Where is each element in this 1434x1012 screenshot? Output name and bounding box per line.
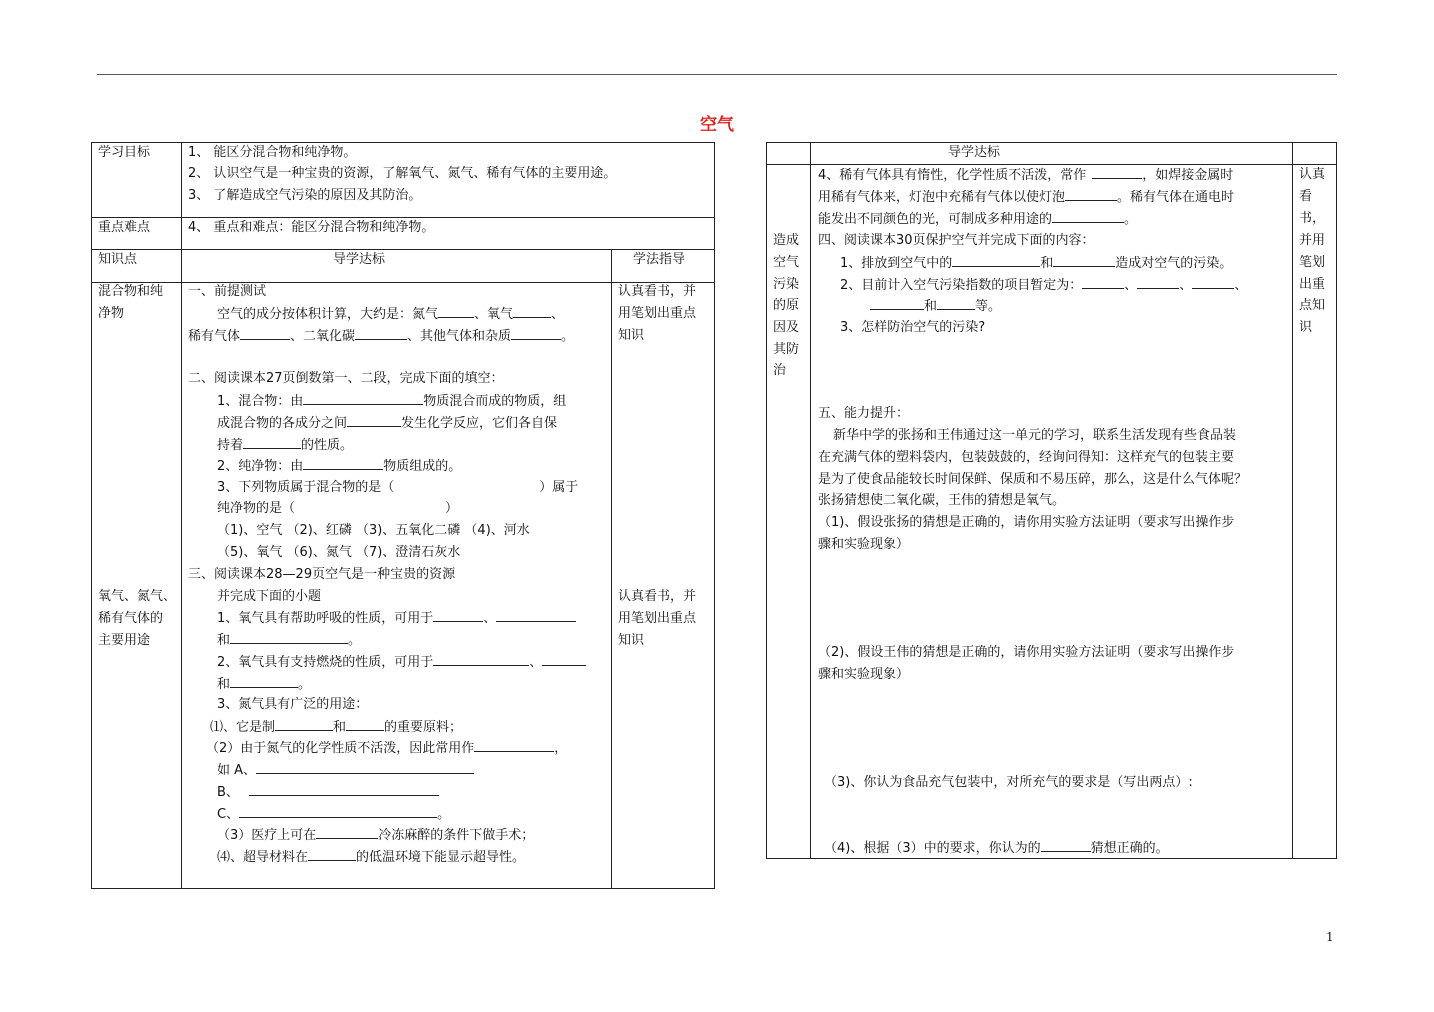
right-method-7: 点知 <box>1299 298 1326 313</box>
s3-nitrogen-2: （2）由于氮气的化学性质不活泼，因此常用作 ， <box>206 737 567 760</box>
right-kp-1: 造成 <box>773 233 800 248</box>
kp2-line1: 氧气、氮气、 <box>98 589 177 604</box>
method2-line2: 用笔划出重点 <box>618 611 697 626</box>
right-method-8: 识 <box>1299 320 1313 335</box>
r5-para-1: 新华中学的张扬和王伟通过这一单元的学习，联系生活发现有些食品装 <box>833 428 1237 443</box>
kp1-line1: 混合物和纯 <box>98 284 164 299</box>
s3-oxygen-breath-2: 和 。 <box>217 629 361 652</box>
r5-q1-line2: 骤和实验现象） <box>818 537 910 552</box>
r1-line1: 4、稀有气体具有惰性，化学性质不活泼，常作 ，如焊接金属时 <box>818 164 1233 187</box>
r5-para-3: 是为了使食品能较长时间保鲜、保质和不易压碎，那么，这是什么气体呢？ <box>818 472 1248 487</box>
s2-mixture-line3: 持着 的性质。 <box>217 434 353 457</box>
r5-q3: （3)、你认为食品充气包装中，对所充气的要求是（写出两点）: <box>824 775 1193 790</box>
goal-1: 1、 能区分混合物和纯净物。 <box>188 145 357 160</box>
s2-q3-line2: 纯净物的是（ ） <box>217 501 459 516</box>
r4-line2: 2、目前计入空气污染指数的项目暂定为： 、 、 、 <box>840 274 1247 297</box>
goal-3: 3、 了解造成空气污染的原因及其防治。 <box>188 188 422 203</box>
method1-line2: 用笔划出重点 <box>618 306 697 321</box>
s1-line2: 稀有气体 、二氧化碳 、其他气体和杂质 。 <box>188 325 574 348</box>
section-4-title: 四、阅读课本30页保护空气并完成下面的内容： <box>818 233 1095 248</box>
right-kp-6: 其防 <box>773 342 800 357</box>
s3-nitrogen-2a: 如 A、 <box>217 759 474 782</box>
r5-q4: （4)、根据（3）中的要求，你认为的 猜想正确的。 <box>824 837 1169 860</box>
right-kp-4: 的原 <box>773 298 800 313</box>
right-kp-5: 因及 <box>773 320 800 335</box>
header-knowledge: 知识点 <box>98 252 138 267</box>
header-guide: 导学达标 <box>333 252 386 267</box>
s3-nitrogen-title: 3、氮气具有广泛的用途： <box>217 697 369 712</box>
method1-line3: 知识 <box>618 328 645 343</box>
method2-line3: 知识 <box>618 633 645 648</box>
right-method-2: 看 <box>1299 189 1313 204</box>
section-2-title: 二、阅读课本27页倒数第一、二段，完成下面的填空： <box>188 371 504 386</box>
goals-label: 学习目标 <box>98 145 151 160</box>
r5-para-2: 在充满气体的塑料袋内，包装鼓鼓的，经询问得知：这样充气的包装主要 <box>818 450 1235 465</box>
s2-options-1: （1)、空气 （2)、红磷 （3)、五氧化二磷 （4)、河水 <box>217 523 530 538</box>
page-title: 空气 <box>700 115 734 135</box>
right-kp-3: 污染 <box>773 277 800 292</box>
r4-line3: 和 等。 <box>870 295 1001 318</box>
right-method-3: 书， <box>1299 211 1326 226</box>
s2-q3-line1: 3、下列物质属于混合物的是（ ）属于 <box>217 480 579 495</box>
header-method: 学法指导 <box>633 252 686 267</box>
s3-nitrogen-4: ⑷、超导材料在 的低温环境下能显示超导性。 <box>217 846 525 869</box>
s2-mixture-line2: 成混合物的各成分之间 发生化学反应，它们各自保 <box>217 412 557 435</box>
r4-line1: 1、排放到空气中的 和 造成对空气的污染。 <box>840 252 1232 275</box>
right-method-5: 笔划 <box>1299 255 1326 270</box>
right-method-6: 出重 <box>1299 277 1326 292</box>
s1-line1: 空气的成分按体积计算，大约是：氮气 、氧气 、 <box>217 303 564 326</box>
r5-q2-line1: （2)、假设王伟的猜想是正确的，请你用实验方法证明（要求写出操作步 <box>818 645 1235 660</box>
s3-oxygen-breath-1: 1、氧气具有帮助呼吸的性质，可用于 、 <box>217 607 576 630</box>
key-points-label: 重点难点 <box>98 220 151 235</box>
r5-para-4: 张扬猜想使二氧化碳，王伟的猜想是氧气。 <box>818 493 1066 508</box>
right-header-guide: 导学达标 <box>948 145 1001 160</box>
s3-oxygen-burn-1: 2、氧气具有支持燃烧的性质，可用于 、 <box>217 651 586 674</box>
section-5-title: 五、能力提升： <box>818 406 910 421</box>
method2-line1: 认真看书，并 <box>618 589 697 604</box>
right-method-4: 并用 <box>1299 233 1326 248</box>
r5-q1-line1: （1)、假设张扬的猜想是正确的，请你用实验方法证明（要求写出操作步 <box>818 515 1235 530</box>
s3-nitrogen-2b: B、 <box>217 781 439 804</box>
section-1-title: 一、前提测试 <box>188 284 267 299</box>
s2-pure-line: 2、纯净物：由 物质组成的。 <box>217 455 461 478</box>
header-rule <box>97 74 1337 75</box>
key-points-text: 4、 重点和难点：能区分混合物和纯净物。 <box>188 220 435 235</box>
s3-nitrogen-1: ⑴、它是制 和 的重要原料； <box>210 716 462 739</box>
s3-subtitle: 并完成下面的小题 <box>217 589 322 604</box>
kp1-line2: 净物 <box>98 306 125 321</box>
right-kp-2: 空气 <box>773 255 800 270</box>
goal-2: 2、 认识空气是一种宝贵的资源，了解氧气、氮气、稀有气体的主要用途。 <box>188 166 617 181</box>
kp2-line3: 主要用途 <box>98 633 151 648</box>
section-3-title: 三、阅读课本28—29页空气是一种宝贵的资源 <box>188 567 456 582</box>
s3-nitrogen-3: （3）医疗上可在 冷冻麻醉的条件下做手术； <box>217 824 534 847</box>
r1-line2: 用稀有气体来，灯泡中充稀有气体以使灯泡 。稀有气体在通电时 <box>818 186 1234 209</box>
page-number: 1 <box>1326 930 1334 944</box>
right-method-1: 认真 <box>1299 167 1326 182</box>
s2-mixture-line1: 1、混合物：由 物质混合而成的物质，组 <box>217 390 566 413</box>
r5-q2-line2: 骤和实验现象） <box>818 667 910 682</box>
s3-oxygen-burn-2: 和 。 <box>217 673 311 696</box>
s3-nitrogen-2c: C、 。 <box>217 803 450 826</box>
kp2-line2: 稀有气体的 <box>98 611 164 626</box>
s2-options-2: （5)、氧气 （6)、氮气 （7)、澄清石灰水 <box>217 545 461 560</box>
method1-line1: 认真看书，并 <box>618 284 697 299</box>
r1-line3: 能发出不同颜色的光，可制成多种用途的 。 <box>818 208 1137 231</box>
r4-line4: 3、怎样防治空气的污染? <box>840 320 986 335</box>
right-kp-7: 治 <box>773 363 787 378</box>
